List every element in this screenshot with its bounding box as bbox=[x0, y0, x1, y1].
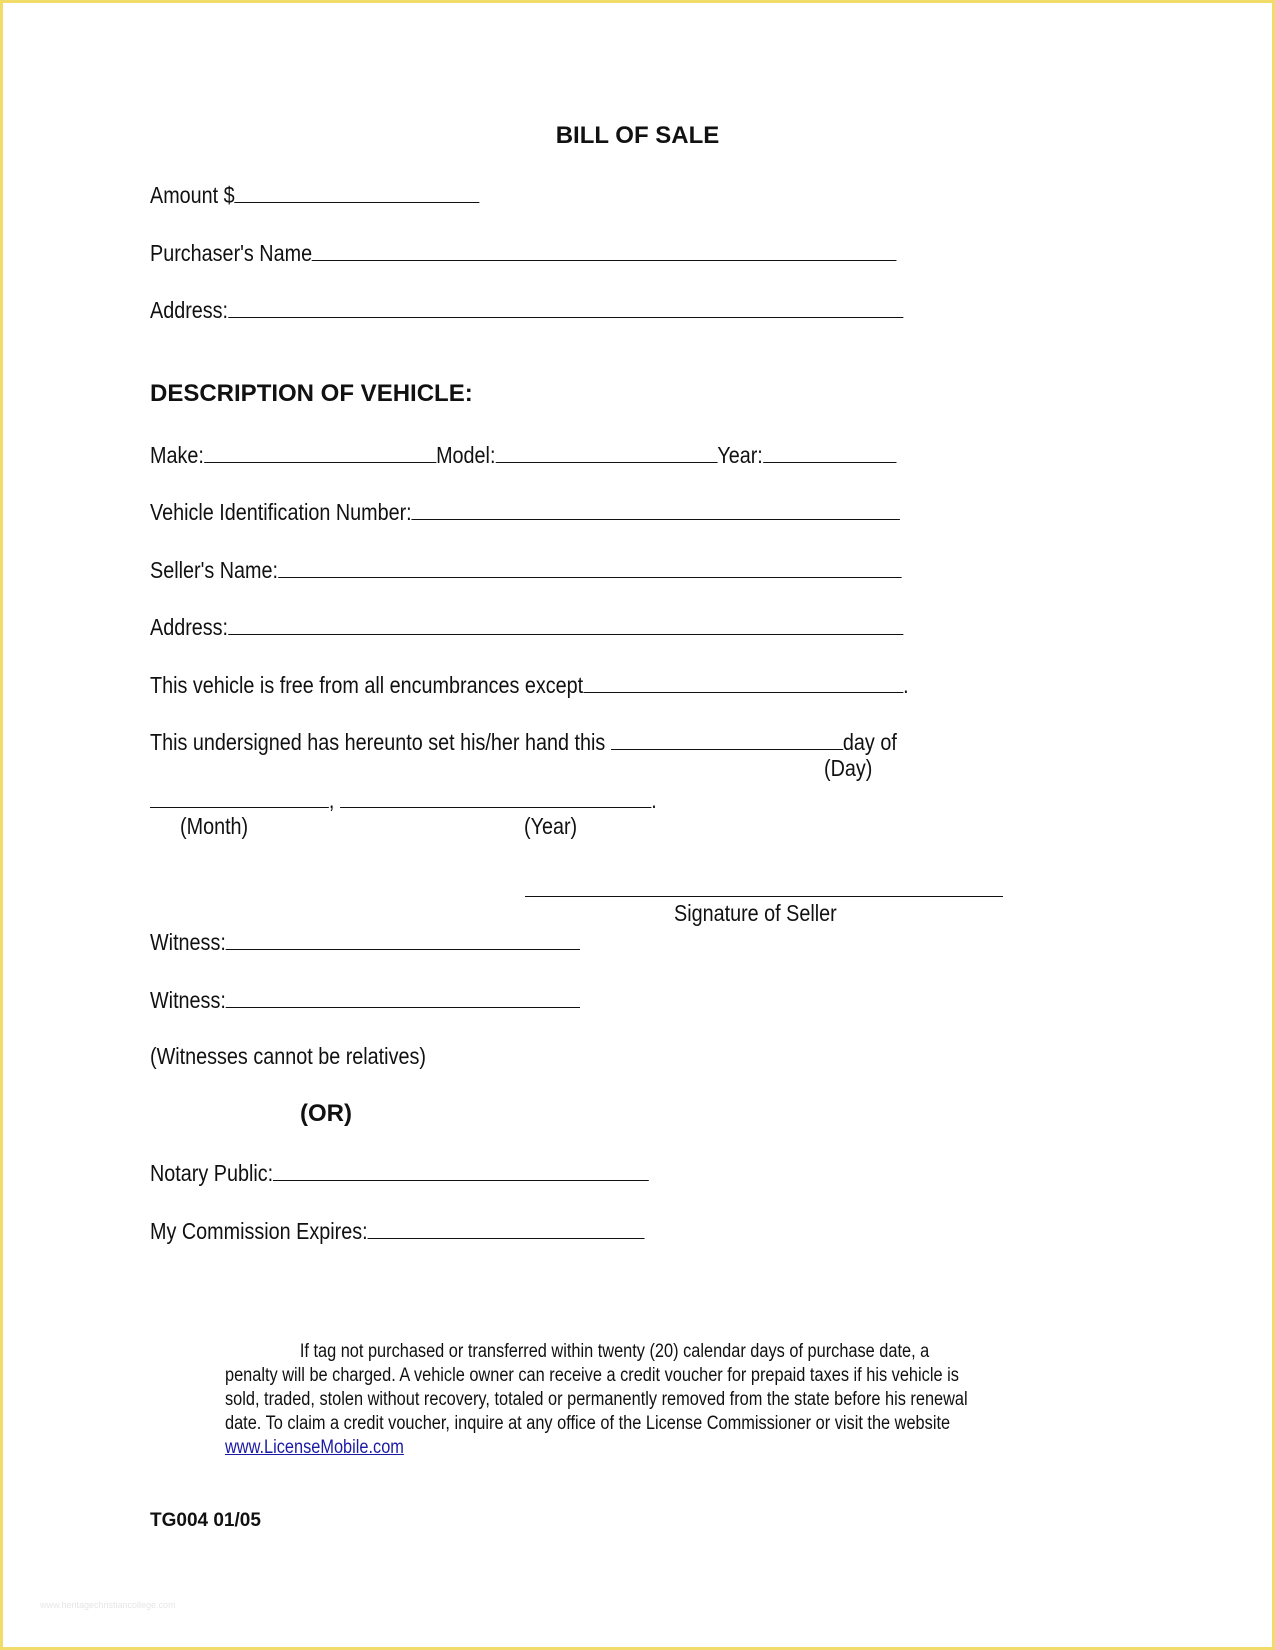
year-label: Year: bbox=[717, 442, 763, 468]
purchaser-address-row bbox=[150, 295, 903, 323]
year-date-field[interactable] bbox=[340, 785, 651, 808]
seller-name-field[interactable] bbox=[278, 555, 902, 578]
commission-label: My Commission Expires: bbox=[150, 1218, 368, 1244]
form-code: TG004 01/05 bbox=[150, 1510, 261, 1531]
license-mobile-link[interactable]: www.LicenseMobile.com bbox=[225, 1437, 404, 1458]
witness-1-row bbox=[150, 927, 580, 955]
month-field[interactable] bbox=[150, 785, 329, 808]
or-label: (OR) bbox=[300, 1100, 352, 1127]
witness-2-row bbox=[150, 985, 580, 1013]
amount-field[interactable] bbox=[235, 180, 480, 203]
vin-label: Vehicle Identification Number: bbox=[150, 499, 412, 525]
model-field[interactable] bbox=[495, 440, 717, 463]
section-heading: DESCRIPTION OF VEHICLE: bbox=[150, 380, 473, 407]
signature-caption: Signature of Seller bbox=[674, 900, 837, 926]
vin-row bbox=[150, 497, 900, 525]
notary-row bbox=[150, 1158, 649, 1186]
seller-address-row bbox=[150, 612, 903, 640]
witness-1-label: Witness: bbox=[150, 929, 226, 955]
witness-1-field[interactable] bbox=[226, 927, 580, 950]
purchaser-name-label: Purchaser's Name bbox=[150, 240, 313, 266]
commission-field[interactable] bbox=[368, 1216, 645, 1239]
seller-address-label: Address: bbox=[150, 614, 229, 640]
notary-field[interactable] bbox=[273, 1158, 649, 1181]
witness-note: (Witnesses cannot be relatives) bbox=[150, 1043, 426, 1069]
encumbrance-text: This vehicle is free from all encumbrances except bbox=[150, 672, 584, 698]
seller-signature-field[interactable] bbox=[525, 896, 1003, 897]
amount-label: Amount $ bbox=[150, 182, 235, 208]
model-label: Model: bbox=[436, 442, 496, 468]
form-title: BILL OF SALE bbox=[555, 122, 720, 149]
purchaser-name-row bbox=[150, 238, 897, 266]
day-of-text: day of bbox=[842, 729, 897, 755]
purchaser-address-label: Address: bbox=[150, 297, 229, 323]
notice-paragraph bbox=[225, 1340, 982, 1460]
day-field[interactable] bbox=[611, 727, 843, 750]
year-field[interactable] bbox=[763, 440, 896, 463]
day-caption: (Day) bbox=[824, 755, 873, 781]
notice-text: If tag not purchased or transferred within twenty (20) calendar days of purchase date, a penalty will be charged. A vehicle owner can receive a credit voucher for prepaid taxes if his vehicle is sold, traded, stolen without recovery, totaled or permanently removed from the state before his renewal date. To claim a credit voucher, inquire at any office of the License Commissioner or visit the website bbox=[225, 1341, 968, 1434]
encumbrance-row: This vehicle is free from all encumbrances except . bbox=[150, 672, 909, 698]
commission-row bbox=[150, 1216, 645, 1244]
make-label: Make: bbox=[150, 442, 204, 468]
seller-address-field[interactable] bbox=[228, 612, 903, 635]
amount-row bbox=[150, 180, 480, 208]
year-caption: (Year) bbox=[524, 813, 578, 839]
purchaser-name-field[interactable] bbox=[312, 238, 897, 261]
encumbrance-field[interactable] bbox=[583, 670, 903, 693]
watermark: www.heritagechristiancollege.com bbox=[40, 1600, 176, 1610]
purchaser-address-field[interactable] bbox=[228, 295, 903, 318]
seller-name-label: Seller's Name: bbox=[150, 557, 278, 583]
make-field[interactable] bbox=[204, 440, 436, 463]
undersigned-row bbox=[150, 727, 897, 755]
witness-2-field[interactable] bbox=[226, 985, 580, 1008]
undersigned-text: This undersigned has hereunto set his/her hand this bbox=[150, 729, 606, 755]
month-year-row: , . bbox=[150, 785, 657, 813]
make-model-year-row bbox=[150, 440, 896, 468]
seller-name-row bbox=[150, 555, 901, 583]
month-caption: (Month) bbox=[180, 813, 249, 839]
notary-label: Notary Public: bbox=[150, 1160, 274, 1186]
witness-2-label: Witness: bbox=[150, 987, 226, 1013]
vin-field[interactable] bbox=[412, 497, 900, 520]
